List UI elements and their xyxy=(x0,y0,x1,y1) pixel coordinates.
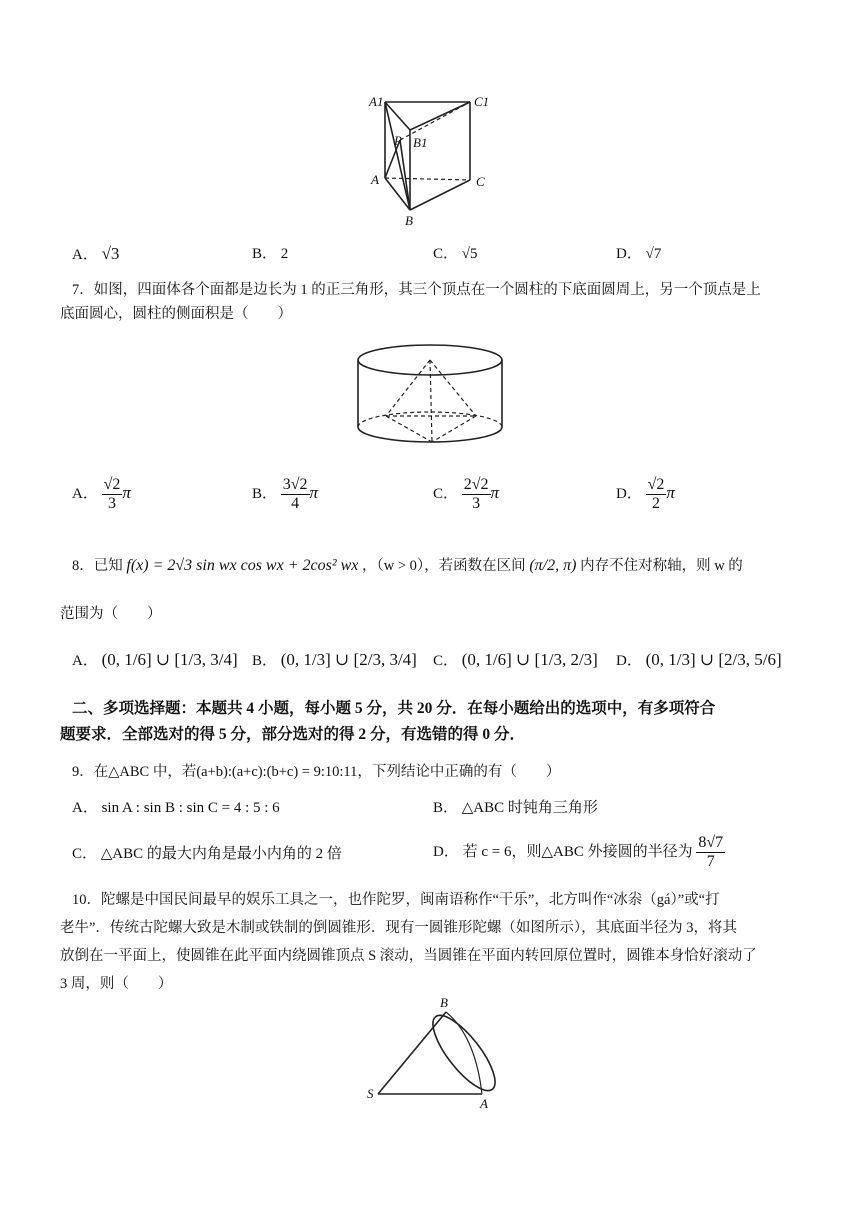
q6-option-a-letter: A． xyxy=(72,247,98,263)
q7-option-a-fraction: $\frac{√2}{3}$ xyxy=(103,476,121,512)
q9-option-c-text: △ABC 的最大内角是最小内角的 2 倍 xyxy=(100,846,342,862)
q8-option-c-value: (0, 1/6] ∪ [1/3, 2/3] xyxy=(461,650,598,669)
q7-option-b-letter: B． xyxy=(252,485,278,502)
q7-stem-line2: 底面圆心，圆柱的侧面积是（ ） xyxy=(60,306,292,322)
pi-symbol: π xyxy=(122,482,131,502)
label-b1: B1 xyxy=(413,135,428,150)
q6-option-b-value: 2 xyxy=(280,246,289,262)
q9-option-a-text: sin A : sin B : sin C = 4 : 5 : 6 xyxy=(101,800,280,816)
q7-option-c-fraction: $\frac{2√2}{3}$ xyxy=(463,476,489,512)
q8-option-b-value: (0, 1/3] ∪ [2/3, 3/4] xyxy=(280,650,417,669)
q8-stem-line2: 范围为（ ） xyxy=(60,606,162,622)
q9-option-b-letter: B． xyxy=(433,800,459,816)
label-c1: C1 xyxy=(474,94,490,109)
q7-option-b-fraction: $\frac{3√2}{4}$ xyxy=(282,476,308,512)
pi-symbol: π xyxy=(490,482,500,502)
q7-option-a-letter: A． xyxy=(72,485,98,502)
q9-option-d-text: 若 c = 6，则△ABC 外接圆的半径为 xyxy=(462,843,693,860)
q8-option-a-value: (0, 1/6] ∪ [1/3, 3/4] xyxy=(101,650,238,669)
section2-heading-line2: 题要求．全部选对的得 5 分，部分选对的得 2 分，有选错的得 0 分． xyxy=(60,726,526,743)
pi-symbol: π xyxy=(309,482,319,502)
section2-heading-line1: 二、多项选择题：本题共 4 小题，每小题 5 分，共 20 分．在每小题给出的选项中，有多项符合 xyxy=(72,700,716,717)
q6-option-b-letter: B． xyxy=(252,246,278,262)
pi-symbol: π xyxy=(666,482,675,502)
label-cone-a: A xyxy=(480,1096,488,1111)
q8-option-c-letter: C． xyxy=(433,653,459,669)
q6-option-d-letter: D． xyxy=(616,246,642,262)
q10-stem-line1: 10．陀螺是中国民间最早的娱乐工具之一，也作陀罗，闽南语称作“干乐”，北方叫作“冰尜（gá）”或“打 xyxy=(72,892,720,908)
q7-option-d-fraction: $\frac{√2}{2}$ xyxy=(647,476,665,512)
q8-option-a-letter: A． xyxy=(72,653,98,669)
q9-stem: 9．在△ABC 中，若(a+b):(a+c):(b+c) = 9:10:11，下列结论中正确的有（ ） xyxy=(72,764,561,780)
q10-stem-line2: 老牛”．传统古陀螺大致是木制或铁制的倒圆锥形．现有一圆锥形陀螺（如图所示），其底面半径为 3，将其 xyxy=(60,920,738,936)
q6-option-d-value: √7 xyxy=(645,246,662,262)
q9-option-d-fraction: $\frac{8√7}{7}$ xyxy=(698,834,724,870)
q8-formula: f(x) = 2√3 sin wx cos wx + 2cos² wx xyxy=(126,557,359,574)
q9-option-c-letter: C． xyxy=(72,846,98,862)
label-c: C xyxy=(476,174,485,189)
label-b: B xyxy=(405,213,413,228)
q9-option-a-letter: A． xyxy=(72,800,98,816)
label-p: P xyxy=(394,133,402,148)
label-a: A xyxy=(371,172,379,187)
q7-stem-line1: 7．如图，四面体各个面都是边长为 1 的正三角形，其三个顶点在一个圆柱的下底面圆周上，另一个顶点是上 xyxy=(72,282,761,298)
q8-option-b-letter: B． xyxy=(252,653,278,669)
q8-interval: (π/2, π) xyxy=(529,557,577,574)
q7-option-c-letter: C． xyxy=(433,485,459,502)
q6-option-c-letter: C． xyxy=(433,246,459,262)
q10-stem-line3: 放倒在一平面上，使圆锥在此平面内绕圆锥顶点 S 滚动，当圆锥在平面内转回原位置时，圆锥本身恰好滚动了 xyxy=(60,948,757,964)
q8-suffix: 内存不住对称轴，则 w 的 xyxy=(580,558,743,574)
q8-option-d-value: (0, 1/3] ∪ [2/3, 5/6] xyxy=(645,650,782,669)
q9-option-d-letter: D． xyxy=(433,843,459,860)
q8-condition: ，（w > 0），若函数在区间 xyxy=(362,558,526,574)
q6-option-a-value: √3 xyxy=(101,244,120,263)
label-cone-b: B xyxy=(440,995,448,1010)
q6-option-c-value: √5 xyxy=(461,246,478,262)
q8-prefix: 8．已知 xyxy=(72,558,123,574)
q7-option-d-letter: D． xyxy=(616,485,642,502)
label-a1: A1 xyxy=(369,94,384,109)
q10-stem-line4: 3 周，则（ ） xyxy=(60,976,173,992)
label-cone-s: S xyxy=(367,1086,374,1101)
q8-option-d-letter: D． xyxy=(616,653,642,669)
q9-option-b-text: △ABC 时钝角三角形 xyxy=(461,800,598,816)
